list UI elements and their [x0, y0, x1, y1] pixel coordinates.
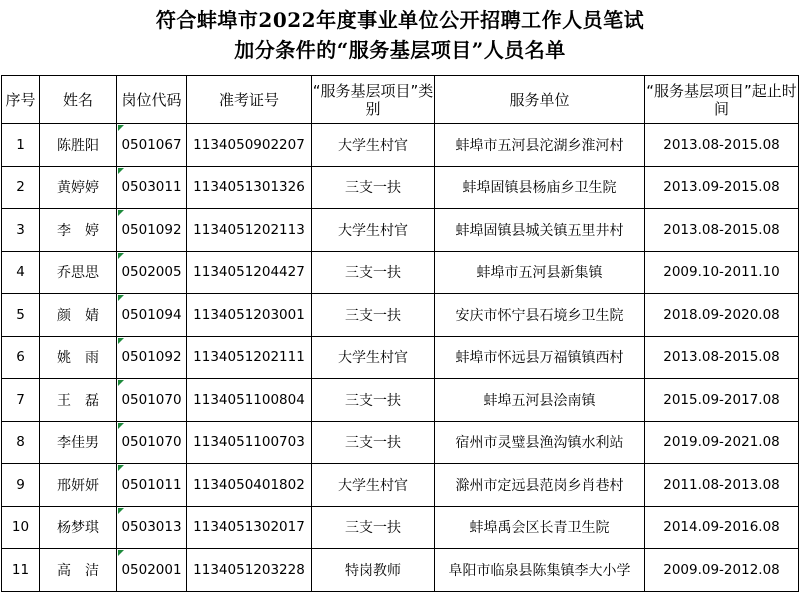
cell-project-type: 特岗教师 — [312, 549, 435, 592]
header-unit: 服务单位 — [435, 76, 645, 124]
cell-post-code — [117, 251, 187, 294]
cell-post-code — [117, 336, 187, 379]
cell-name: 乔思思 — [40, 251, 117, 294]
cell-post-code — [117, 464, 187, 507]
cell-marker-icon — [118, 423, 124, 429]
cell-period: 2013.08-2015.08 — [645, 209, 799, 252]
header-seq: 序号 — [2, 76, 40, 124]
cell-ticket: 1134051203228 — [187, 549, 312, 592]
cell-post-code — [117, 549, 187, 592]
cell-ticket: 1134050401802 — [187, 464, 312, 507]
cell-project-type: 三支一扶 — [312, 379, 435, 422]
cell-post-code-text: 0501070 — [121, 434, 182, 451]
cell-project-type: 大学生村官 — [312, 464, 435, 507]
cell-period: 2009.10-2011.10 — [645, 251, 799, 294]
cell-unit: 滁州市定远县范岗乡肖巷村 — [435, 464, 645, 507]
header-period: “服务基层项目”起止时间 — [645, 76, 799, 124]
cell-ticket: 1134051100703 — [187, 421, 312, 464]
cell-unit: 蚌埠禹会区长青卫生院 — [435, 506, 645, 549]
header-post-code: 岗位代码 — [117, 76, 187, 124]
cell-period: 2014.09-2016.08 — [645, 506, 799, 549]
cell-unit: 蚌埠五河县浍南镇 — [435, 379, 645, 422]
table-row — [2, 251, 799, 294]
cell-seq: 11 — [2, 549, 40, 592]
cell-seq: 6 — [2, 336, 40, 379]
header-ticket: 准考证号 — [187, 76, 312, 124]
cell-ticket: 1134051100804 — [187, 379, 312, 422]
cell-seq: 5 — [2, 294, 40, 337]
document-title-line-2: 加分条件的“服务基层项目”人员名单 — [234, 38, 566, 62]
cell-project-type: 三支一扶 — [312, 294, 435, 337]
cell-post-code — [117, 294, 187, 337]
cell-period: 2013.09-2015.08 — [645, 166, 799, 209]
cell-project-type: 大学生村官 — [312, 209, 435, 252]
cell-project-type: 三支一扶 — [312, 506, 435, 549]
cell-marker-icon — [118, 550, 124, 556]
cell-unit: 阜阳市临泉县陈集镇李大小学 — [435, 549, 645, 592]
cell-seq: 9 — [2, 464, 40, 507]
cell-ticket: 1134051203001 — [187, 294, 312, 337]
table-row — [2, 421, 799, 464]
cell-unit: 蚌埠市五河县新集镇 — [435, 251, 645, 294]
table-row — [2, 379, 799, 422]
cell-name: 陈胜阳 — [40, 124, 117, 167]
cell-seq: 1 — [2, 124, 40, 167]
cell-unit: 蚌埠固镇县杨庙乡卫生院 — [435, 166, 645, 209]
cell-post-code-text: 0503011 — [121, 179, 182, 196]
header-name: 姓名 — [40, 76, 117, 124]
cell-name: 高 洁 — [40, 549, 117, 592]
cell-project-type: 三支一扶 — [312, 251, 435, 294]
cell-ticket: 1134050902207 — [187, 124, 312, 167]
table-row — [2, 549, 799, 592]
cell-period: 2019.09-2021.08 — [645, 421, 799, 464]
document-title-line-1: 符合蚌埠市2022年度事业单位公开招聘工作人员笔试 — [155, 8, 645, 32]
table-row — [2, 506, 799, 549]
cell-marker-icon — [118, 253, 124, 259]
cell-period: 2018.09-2020.08 — [645, 294, 799, 337]
cell-seq: 2 — [2, 166, 40, 209]
cell-post-code-text: 0501011 — [121, 476, 182, 493]
cell-post-code — [117, 166, 187, 209]
cell-marker-icon — [118, 295, 124, 301]
cell-name: 杨梦琪 — [40, 506, 117, 549]
cell-name: 李佳男 — [40, 421, 117, 464]
cell-period: 2013.08-2015.08 — [645, 124, 799, 167]
header-row — [2, 76, 799, 124]
cell-ticket: 1134051301326 — [187, 166, 312, 209]
cell-post-code-text: 0502001 — [121, 561, 182, 578]
personnel-table — [1, 75, 799, 592]
cell-post-code-text: 0501067 — [121, 136, 182, 153]
cell-seq: 3 — [2, 209, 40, 252]
cell-marker-icon — [118, 508, 124, 514]
cell-post-code-text: 0501092 — [121, 349, 182, 366]
cell-ticket: 1134051204427 — [187, 251, 312, 294]
cell-unit: 蚌埠市五河县沱湖乡淮河村 — [435, 124, 645, 167]
cell-unit: 安庆市怀宁县石境乡卫生院 — [435, 294, 645, 337]
cell-name: 邢妍妍 — [40, 464, 117, 507]
cell-unit: 蚌埠市怀远县万福镇镇西村 — [435, 336, 645, 379]
cell-post-code-text: 0503013 — [121, 519, 182, 536]
cell-marker-icon — [118, 168, 124, 174]
cell-name: 姚 雨 — [40, 336, 117, 379]
table-row — [2, 336, 799, 379]
cell-project-type: 三支一扶 — [312, 421, 435, 464]
cell-period: 2015.09-2017.08 — [645, 379, 799, 422]
cell-ticket: 1134051202111 — [187, 336, 312, 379]
cell-marker-icon — [118, 125, 124, 131]
cell-project-type: 三支一扶 — [312, 166, 435, 209]
cell-name: 王 磊 — [40, 379, 117, 422]
cell-marker-icon — [118, 338, 124, 344]
cell-post-code — [117, 209, 187, 252]
cell-post-code-text: 0502005 — [121, 264, 182, 281]
cell-seq: 10 — [2, 506, 40, 549]
cell-marker-icon — [118, 465, 124, 471]
table-row — [2, 294, 799, 337]
cell-ticket: 1134051302017 — [187, 506, 312, 549]
cell-seq: 7 — [2, 379, 40, 422]
cell-period: 2009.09-2012.08 — [645, 549, 799, 592]
table-row — [2, 464, 799, 507]
cell-ticket: 1134051202113 — [187, 209, 312, 252]
cell-period: 2013.08-2015.08 — [645, 336, 799, 379]
cell-seq: 8 — [2, 421, 40, 464]
cell-project-type: 大学生村官 — [312, 336, 435, 379]
cell-marker-icon — [118, 210, 124, 216]
cell-post-code — [117, 421, 187, 464]
cell-name: 黄婷婷 — [40, 166, 117, 209]
cell-post-code-text: 0501070 — [121, 391, 182, 408]
cell-post-code-text: 0501092 — [121, 221, 182, 238]
table-row — [2, 124, 799, 167]
cell-post-code — [117, 506, 187, 549]
cell-post-code — [117, 379, 187, 422]
cell-name: 李 婷 — [40, 209, 117, 252]
cell-seq: 4 — [2, 251, 40, 294]
table-row — [2, 166, 799, 209]
cell-post-code — [117, 124, 187, 167]
header-project-type: “服务基层项目”类别 — [312, 76, 435, 124]
cell-period: 2011.08-2013.08 — [645, 464, 799, 507]
cell-project-type: 大学生村官 — [312, 124, 435, 167]
cell-marker-icon — [118, 380, 124, 386]
cell-post-code-text: 0501094 — [121, 306, 182, 323]
table-row — [2, 209, 799, 252]
cell-name: 颜 婧 — [40, 294, 117, 337]
cell-unit: 蚌埠固镇县城关镇五里井村 — [435, 209, 645, 252]
cell-unit: 宿州市灵璧县渔沟镇水利站 — [435, 421, 645, 464]
